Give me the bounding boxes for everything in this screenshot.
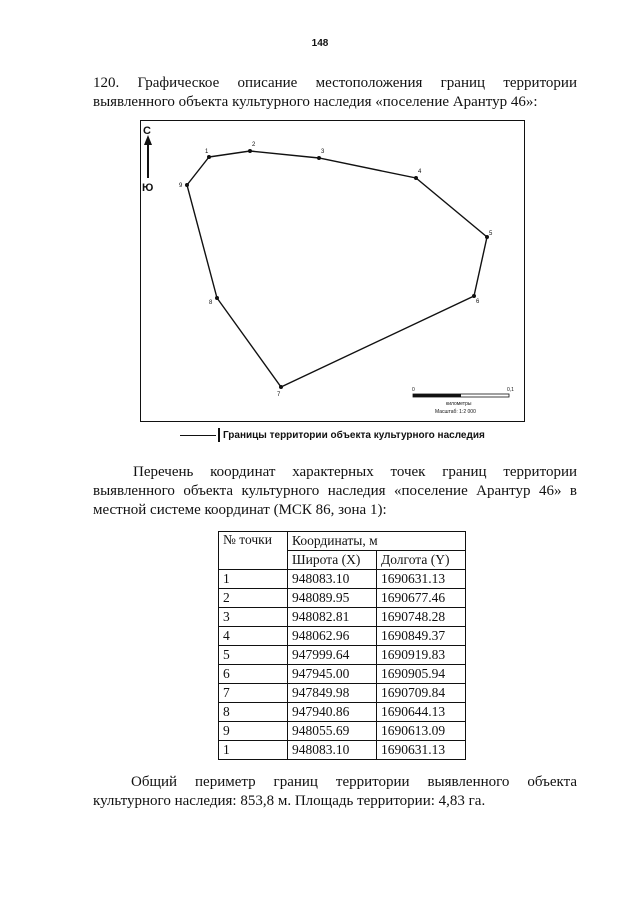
boundary-point-label: 9 <box>179 183 183 189</box>
scale-ratio-label: Масштаб: 1:2 000 <box>435 409 476 415</box>
boundary-point-label: 2 <box>252 142 256 148</box>
cell-longitude: 1690748.28 <box>377 608 466 627</box>
boundary-point-2 <box>248 149 252 153</box>
cell-longitude: 1690677.46 <box>377 589 466 608</box>
cell-point: 4 <box>219 627 288 646</box>
cell-point: 5 <box>219 646 288 665</box>
heading-line-2: выявленного объекта культурного наследия «поселение Арантур 46»: <box>93 94 538 110</box>
header-latitude: Широта (X) <box>288 551 377 570</box>
cell-latitude: 947849.98 <box>288 684 377 703</box>
header-point: № точки <box>219 532 288 570</box>
cell-longitude: 1690919.83 <box>377 646 466 665</box>
cell-latitude: 948055.69 <box>288 722 377 741</box>
cell-longitude: 1690613.09 <box>377 722 466 741</box>
boundary-point-label: 8 <box>209 300 213 306</box>
coordinates-table <box>218 531 466 760</box>
summary <box>93 773 577 811</box>
heading-line-1: 120. Графическое описание местоположения границ территории <box>93 75 577 91</box>
cell-longitude: 1690709.84 <box>377 684 466 703</box>
table-row <box>219 570 466 589</box>
legend-label: Границы территории объекта культурного наследия <box>223 429 485 441</box>
cell-longitude: 1690631.13 <box>377 570 466 589</box>
map-legend <box>180 428 485 442</box>
compass-north-label: С <box>143 125 151 137</box>
table-row <box>219 589 466 608</box>
legend-tick-symbol <box>218 428 220 442</box>
boundary-point-8 <box>215 296 219 300</box>
table-row <box>219 627 466 646</box>
intro-line-1: Перечень координат характерных точек границ территории <box>133 464 577 480</box>
boundary-point-7 <box>279 385 283 389</box>
cell-point: 9 <box>219 722 288 741</box>
cell-point: 6 <box>219 665 288 684</box>
table-row <box>219 608 466 627</box>
scale-end-label: 0,1 <box>507 387 514 393</box>
cell-latitude: 948082.81 <box>288 608 377 627</box>
cell-latitude: 947999.64 <box>288 646 377 665</box>
intro-line-3: местной системе координат (МСК 86, зона 1): <box>93 502 387 518</box>
cell-point: 7 <box>219 684 288 703</box>
scale-start-label: 0 <box>412 387 415 393</box>
header-longitude: Долгота (Y) <box>377 551 466 570</box>
legend-line-symbol <box>180 435 216 436</box>
coordinates-intro <box>93 463 577 520</box>
cell-point: 8 <box>219 703 288 722</box>
boundary-point-label: 5 <box>489 231 493 237</box>
summary-line-2: культурного наследия: 853,8 м. Площадь территории: 4,83 га. <box>93 793 486 809</box>
scale-bar-fill <box>413 394 461 397</box>
cell-point: 1 <box>219 741 288 760</box>
compass-south-label: Ю <box>142 182 154 194</box>
intro-line-2: выявленного объекта культурного наследия «поселение Арантур 46» в <box>93 483 577 499</box>
cell-longitude: 1690644.13 <box>377 703 466 722</box>
boundary-map <box>140 120 525 422</box>
table-row <box>219 741 466 760</box>
header-coordinates: Координаты, м <box>288 532 466 551</box>
table-row <box>219 684 466 703</box>
boundary-polygon <box>187 151 487 387</box>
boundary-points <box>179 142 493 398</box>
scale-bar <box>412 387 514 415</box>
section-heading <box>93 74 577 112</box>
table-row <box>219 722 466 741</box>
boundary-map-drawing <box>141 121 526 423</box>
cell-point: 2 <box>219 589 288 608</box>
cell-latitude: 948062.96 <box>288 627 377 646</box>
cell-longitude: 1690849.37 <box>377 627 466 646</box>
boundary-point-4 <box>414 176 418 180</box>
table-row <box>219 665 466 684</box>
cell-longitude: 1690905.94 <box>377 665 466 684</box>
cell-point: 1 <box>219 570 288 589</box>
cell-latitude: 947940.86 <box>288 703 377 722</box>
cell-latitude: 948089.95 <box>288 589 377 608</box>
boundary-point-label: 3 <box>321 149 325 155</box>
summary-line-1: Общий периметр границ территории выявленного объекта <box>131 774 577 790</box>
boundary-point-6 <box>472 294 476 298</box>
cell-latitude: 948083.10 <box>288 570 377 589</box>
boundary-point-label: 1 <box>205 149 209 155</box>
boundary-point-label: 6 <box>476 299 480 305</box>
table-row <box>219 646 466 665</box>
cell-latitude: 947945.00 <box>288 665 377 684</box>
boundary-point-9 <box>185 183 189 187</box>
boundary-point-3 <box>317 156 321 160</box>
boundary-point-1 <box>207 155 211 159</box>
boundary-point-label: 4 <box>418 169 422 175</box>
table-header-row <box>219 532 466 551</box>
boundary-point-label: 7 <box>277 392 281 398</box>
cell-point: 3 <box>219 608 288 627</box>
table-row <box>219 703 466 722</box>
scale-unit-label: километры <box>446 401 472 407</box>
page-number: 148 <box>311 38 329 49</box>
cell-latitude: 948083.10 <box>288 741 377 760</box>
compass-arrow <box>142 125 153 194</box>
cell-longitude: 1690631.13 <box>377 741 466 760</box>
